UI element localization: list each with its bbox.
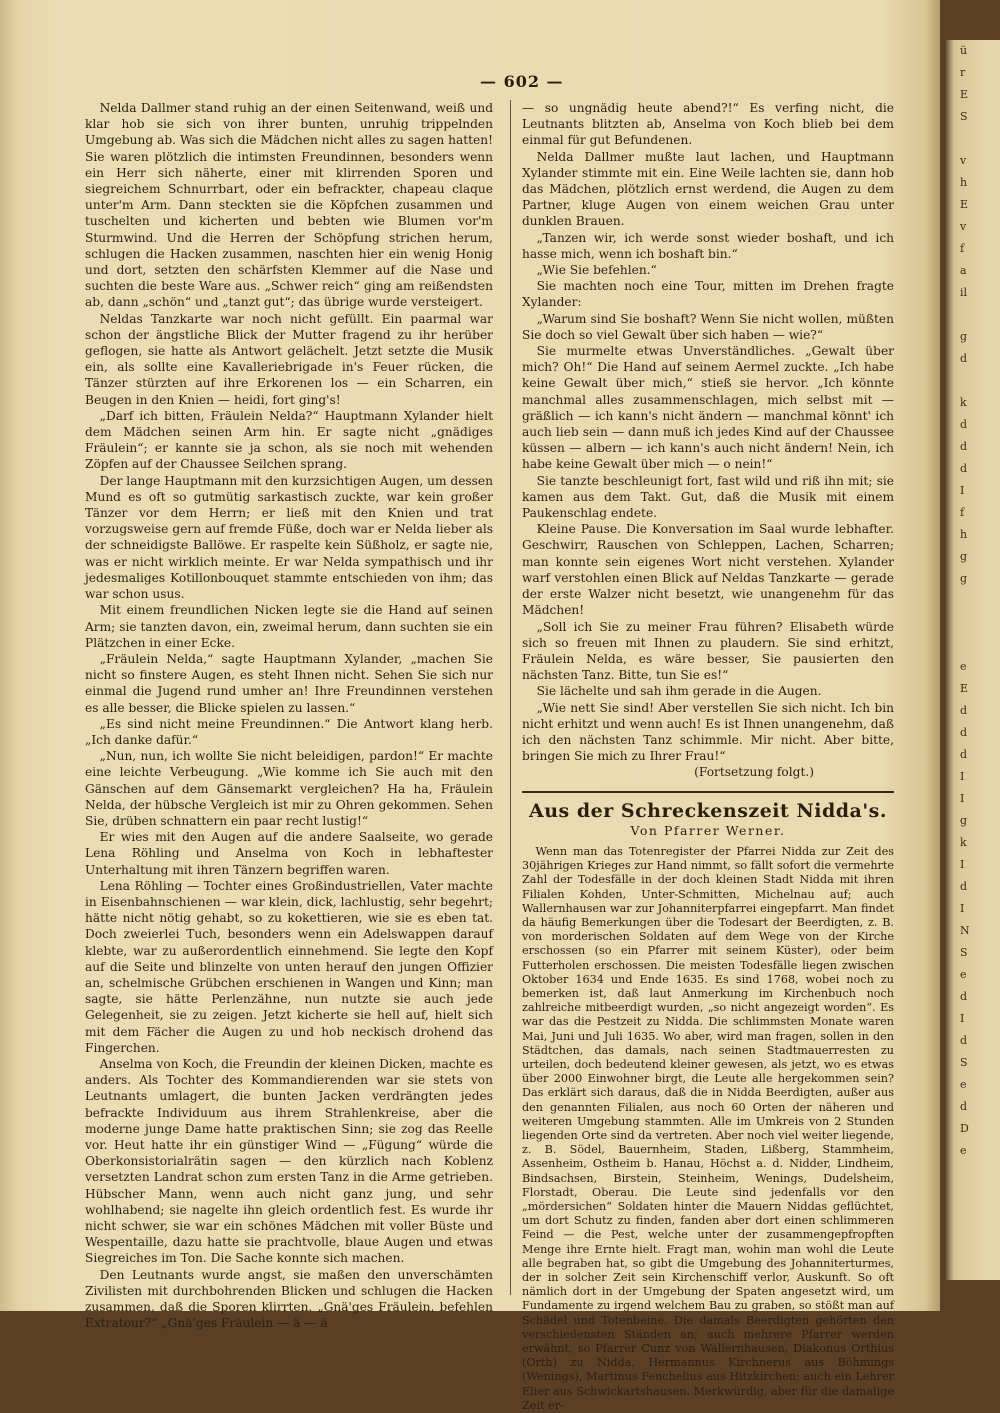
paragraph: „Wie Sie befehlen.“ xyxy=(536,263,657,278)
paragraph: Sie machten noch eine Tour, mitten im Drehen fragte Xylander: xyxy=(522,279,894,310)
paragraph: Nelda Dallmer stand ruhig an der einen Seitenwand, weiß und klar hob sie sich von ihrer bunten, unruhig trippelnden Umgebung ab. Was sich die Mädchen nicht alles zu sagen hatten! Sie waren plötzlich die intimsten Freundinnen, besonders wenn ein Herr sich näherte, einer mit klirrenden Sporen und siegreichem Schnurrbart, oder ein befrackter, chapeau claque unter'm Arm. Dann steckten sie die Köpfchen zusammen und tuschelten und kicherten und bebten wie Blumen vor'm Sturmwind. Und die Herren der Schöpfung strichen herum, schlugen die Hacken zusammen, naschten hier ein wenig Honig und dort, setzten den schärfsten Klemmer auf die Nase und suchten die beste Ware aus. „Schwer reich“ ging am reißendsten ab, dann „schön“ und „tanzt gut“; das übrige wurde versteigert. xyxy=(85,101,493,310)
paragraph: „Soll ich Sie zu meiner Frau führen? Elisabeth würde sich so freuen mit Ihnen zu plaudern. Sie sind erhitzt, Fräulein Nelda, es wäre besser, Sie pausierten den nächsten Tanz. Bitte, tun Sie es!“ xyxy=(522,619,894,683)
column-divider xyxy=(510,100,511,1295)
article-title: Aus der Schreckenszeit Nidda's. xyxy=(529,799,887,822)
section-divider xyxy=(522,791,894,793)
continued-note: (Fortsetzung folgt.) xyxy=(694,765,814,780)
paragraph: „Fräulein Nelda,“ sagte Hauptmann Xylander, „machen Sie nicht so finstere Augen, es steht Ihnen nicht. Sehen Sie sich nur einmal die Jugend rund umher an! Ihre Freundinnen verstehen es alle besser, die Blicke spielen zu lassen.“ xyxy=(85,651,493,715)
paragraph: Sie murmelte etwas Unverständliches. „Gewalt über mich? Oh!“ Die Hand auf seinem Aermel zuckte. „Ich habe keine Gewalt über mich,“ stieß sie hervor. „Ich könnte manchmal alles zusammenschlagen, mich selbst mit — gräßlich — ich kann's nicht ändern — manchmal könnt' ich auch lieb sein — dann muß ich jedes Kind auf der Chaussee küssen — albern — ich kann's auch nicht ändern! Nein, ich habe keine Gewalt über mich — o nein!“ xyxy=(522,344,894,472)
paragraph: Den Leutnants wurde angst, sie maßen den unverschämten Zivilisten mit durchbohrenden Blicken und schlugen die Hacken zusammen, daß die Sporen klirrten. „Gnä'ges Fräulein, befehlen Extratour?“ „Gnä'ges Fräulein — ä — ä xyxy=(85,1267,493,1331)
left-column xyxy=(85,100,493,1331)
paragraph: — so ungnädig heute abend?!“ Es verfing nicht, die Leutnants blitzten ab, Anselma von Koch blieb bei dem einmal für gut Befundenen. xyxy=(522,101,894,148)
paragraph: Lena Röhling — Tochter eines Großindustriellen, Vater machte in Eisenbahnschienen — war klein, dick, lachlustig, sehr begehrt; hätte nicht nötig gehabt, so zu kokettieren, wie sie es eben tat. Doch zweierlei Tuch, besonders wenn ein Adelswappen darauf klebte, war zu außerordentlich einnehmend. Sie legte den Kopf auf die Seite und blinzelte von unten herauf den jungen Offizier an, schelmische Grübchen erschienen in Wangen und Kinn; man sagte, sie hätte Perlenzähne, nun nutzte sie auch jede Gelegenheit, sie zu zeigen. Jetzt kicherte sie hell auf, hielt sich mit dem Fächer die Augen zu und hob neckisch drohend das Fingerchen. xyxy=(85,878,493,1055)
paragraph: Nelda Dallmer mußte laut lachen, und Hauptmann Xylander stimmte mit ein. Eine Weile lachten sie, dann hob das Mädchen, plötzlich ernst werdend, die Augen zu dem Partner, kluge Augen von einem weichen Grau unter dunklen Brauen. xyxy=(522,149,894,229)
right-column xyxy=(522,100,894,1413)
paragraph: „Nun, nun, ich wollte Sie nicht beleidigen, pardon!“ Er machte eine leichte Verbeugung. „Wie komme ich Sie auch mit den Gänschen auf dem Gänsemarkt vergleichen? Ha ha, Fräulein Nelda, der hübsche Vergleich ist mir zu Ohren gekommen. Sehen Sie, drüben schnattern ein paar recht lustig!“ xyxy=(85,749,493,828)
paragraph: „Tanzen wir, ich werde sonst wieder boshaft, und ich hasse mich, wenn ich boshaft bin.“ xyxy=(522,230,894,261)
adjacent-page-edge xyxy=(944,40,1000,1280)
paragraph: Er wies mit den Augen auf die andere Saalseite, wo gerade Lena Röhling und Anselma von Koch in lebhaftester Unterhaltung mit ihren Tänzern begriffen waren. xyxy=(85,830,493,877)
paragraph: „Wie nett Sie sind! Aber verstellen Sie sich nicht. Ich bin nicht erhitzt und wenn auch! Es ist Ihnen unangenehm, daß ich den nächsten Tanz schimmle. Mir nicht. Aber bitte, bringen Sie mich zu Ihrer Frau!“ xyxy=(522,700,894,764)
paragraph: Sie tanzte beschleunigt fort, fast wild und riß ihn mit; sie kamen aus dem Takt. Gut, daß die Musik mit einem Paukenschlag endete. xyxy=(522,473,894,521)
paragraph: Neldas Tanzkarte war noch nicht gefüllt. Ein paarmal war schon der ängstliche Blick der Mutter fragend zu ihr herüber geflogen, sie hatte als Antwort gelächelt. Jetzt setzte die Musik ein, als sollte eine Kavalleriebrigade in's Feuer rücken, die Tänzer stürzten auf ihre Erkorenen los — ein Scharren, ein Beugen in den Knien — heidi, fort ging's! xyxy=(85,311,493,407)
paragraph: Mit einem freundlichen Nicken legte sie die Hand auf seinen Arm; sie tanzten davon, ein, zweimal herum, dann suchten sie ein Plätzchen in einer Ecke. xyxy=(85,603,493,650)
adjacent-page-text: ü r E S v h E v f a il g d k d d d I f h g g e E d d d I I g k I d I N S e d I d S e d D e xyxy=(960,44,970,1157)
page-number: — 602 — xyxy=(480,72,564,91)
article-body: Wenn man das Totenregister der Pfarrei Nidda zur Zeit des 30jährigen Krieges zur Hand nimmt, so fällt sofort die vermehrte Zahl der Todesfälle in der doch kleinen Stadt Nidda mit ihren Filialen Kohden, Unter-Schmitten, Michelnau auf; auch Wallernhausen war zur Johanniterpfarrei eingepfarrt. Man findet da häufig Bemerkungen über die Todesart der Beerdigten, z. B. von morderischen Soldaten auf dem Wege von der Kirche erschossen (so ein Pfarrer mit seinem Küster), oder beim Futterholen erschossen. Die meisten Todesfälle liegen zwischen Oktober 1634 und Ende 1635. Es sind 1768, wobei noch zu bemerken ist, daß laut Anmerkung im Kirchenbuch noch zahlreiche mitbeerdigt wurden, „so nicht angezeigt worden“. Es war das die Pestzeit zu Nidda. Die schlimmsten Monate waren Mai, Juni und Juli 1635. Wo aber, wird man fragen, sollen in den Städtchen, das damals, nach seinen Stadtmauerresten zu urteilen, doch bedeutend kleiner gewesen, als jetzt, wo es etwas über 2000 Einwohner birgt, die Leute alle hergekommen sein? Das erklärt sich daraus, daß die in Nidda Beerdigten, außer aus den genannten Filialen, aus noch 60 Orten der näheren und weiteren Umgebung stammten. Alle im Umkreis von 2 Stunden liegenden Orte sind da vertreten. Aber noch viel weiter liegende, z. B. Södel, Bauernheim, Staden, Lißberg, Stammheim, Assenheim, Ostheim b. Hanau, Höchst a. d. Nidder, Lindheim, Bindsachsen, Birstein, Steinheim, Wenings, Dudelsheim, Florstadt, Oberau. Die Leute sind jedenfalls vor den „mördersichen“ Soldaten hinter die Mauern Niddas geflüchtet, um dort Schutz zu finden, fanden aber dort einen schlimmeren Feind — die Pest, welche unter der zusammengepfropften Menge ihre Ernte hielt. Fragt man, wohin man wohl die Leute alle begraben hat, so gibt die Umgebung des Johanniterturmes, der in solcher Zeit sein Kirchenschiff verlor, Auskunft. So oft nämlich dort in der Umgebung der Spaten angesetzt wird, um Fundamente zu irgend welchem Bau zu graben, so stößt man auf Schädel und Totenbeine. Die damals Beerdigten gehörten den verschiedensten Ständen an; auch mehrere Pfarrer werden erwähnt, so Pfarrer Cunz von Wallernhausen, Diakonus Orthius (Orth) zu Nidda, Hermannus Kirchnerus aus Böhmings (Wenings), Martinus Fenchelius aus Hitzkirchen; auch ein Lehrer Elier aus Schwickartshausen. Merkwürdig, aber für die damalige Zeit er- xyxy=(522,844,894,1412)
paragraph: Anselma von Koch, die Freundin der kleinen Dicken, machte es anders. Als Tochter des Kommandierenden war sie stets von Leutnants umlagert, die bunten Jacken verdrängten jedes befrackte Individuum aus ihrem Strahlenkreise, aber die moderne junge Dame hatte praktischen Sinn; sie zog das Reelle vor. Heut hatte ihr ein günstiger Wind — „Fügung“ würde die Oberkonsistorialrätin sagen — den kürzlich nach Koblenz versetzten Landrat schon zum ersten Tanz in die Arme getrieben. Hübscher Mann, wenn auch nicht ganz jung, und sehr wohlhabend; sie nagelte ihn gleich ordentlich fest. Es wurde ihr nicht schwer, sie war ein schönes Mädchen mit voller Büste und Wespentaille, dazu hatte sie prachtvolle, blaue Augen und etwas Siegreiches im Ton. Die Sache konnte sich machen. xyxy=(85,1056,493,1266)
paragraph: Der lange Hauptmann mit den kurzsichtigen Augen, um dessen Mund es oft so gutmütig sarkastisch zuckte, war kein großer Tänzer vor dem Herrn; er ließ mit den Knien und trat vorzugsweise gern auf fremde Füße, doch war er Nelda lieber als der schneidigste Ballöwe. Er raspelte kein Süßholz, er sagte nie, was er nicht wirklich meinte. Er war Nelda sympathisch und ihr jedesmaliges Kotillonbouquet stammte entschieden von ihm; das war schon usus. xyxy=(85,473,493,602)
article-byline: Von Pfarrer Werner. xyxy=(630,822,786,838)
paragraph: „Warum sind Sie boshaft? Wenn Sie nicht wollen, müßten Sie doch so viel Gewalt über sich haben — wie?“ xyxy=(522,311,894,342)
paragraph: Kleine Pause. Die Konversation im Saal wurde lebhafter. Geschwirr, Rauschen von Schleppen, Lachen, Scharren; man konnte sein eigenes Wort nicht verstehen. Xylander warf verstohlen einen Blick auf Neldas Tanzkarte — gerade der erste Walzer nicht besetzt, wie unangenehm für das Mädchen! xyxy=(522,522,894,618)
paragraph: „Es sind nicht meine Freundinnen.“ Die Antwort klang herb. „Ich danke dafür.“ xyxy=(85,716,493,747)
paragraph: Sie lächelte und sah ihm gerade in die Augen. xyxy=(536,684,822,699)
paragraph: „Darf ich bitten, Fräulein Nelda?“ Hauptmann Xylander hielt dem Mädchen seinen Arm hin. Er sagte nicht „gnädiges Fräulein“; er kannte sie ja schon, als sie noch mit wehenden Zöpfen auf der Chaussee Seilchen sprang. xyxy=(85,408,493,472)
